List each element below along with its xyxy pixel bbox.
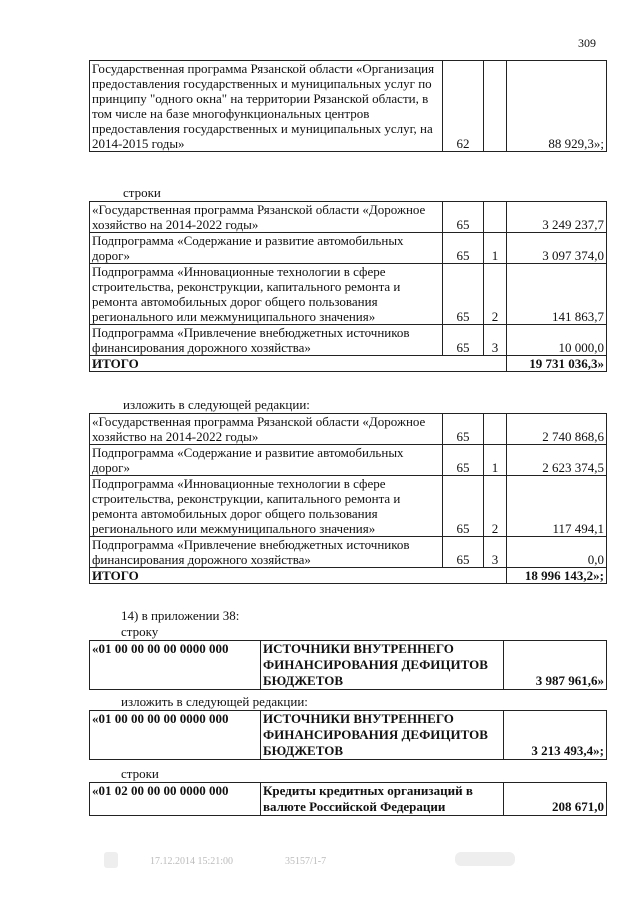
code-2: 1 [484,233,507,264]
item-14-heading: 14) в приложении 38: [121,608,240,623]
program-name: Подпрограмма «Содержание и развитие автомобильных дорог» [90,445,443,476]
total-amount: 18 996 143,2»; [507,568,607,584]
table-row [90,641,607,690]
amount: 88 929,3»; [507,61,607,152]
code-1: 65 [443,264,484,325]
amount: 141 863,7 [507,264,607,325]
total-label: ИТОГО [90,568,507,584]
program-name: Подпрограмма «Привлечение внебюджетных источников финансирования дорожного хозяйства» [90,537,443,568]
label-new-edition: изложить в следующей редакции: [123,397,310,412]
amount: 2 623 374,5 [507,445,607,476]
code-2: 2 [484,476,507,537]
code-1: 65 [443,537,484,568]
code-2 [484,61,507,152]
source-name: ИСТОЧНИКИ ВНУТРЕННЕГО ФИНАНСИРОВАНИЯ ДЕФИЦИТОВ БЮДЖЕТОВ [261,711,504,760]
table-row [90,233,607,264]
code-1: 65 [443,476,484,537]
table-row [90,202,607,233]
code-2: 1 [484,445,507,476]
program-name: «Государственная программа Рязанской области «Дорожное хозяйство на 2014-2022 годы» [90,202,443,233]
code-1: 65 [443,202,484,233]
table-row [90,414,607,445]
amount: 2 740 868,6 [507,414,607,445]
table-row [90,325,607,356]
budget-code: «01 02 00 00 00 0000 000 [90,783,261,816]
code-2 [484,414,507,445]
code-1: 62 [443,61,484,152]
code-2: 3 [484,537,507,568]
table-row [90,711,607,760]
code-1: 65 [443,325,484,356]
amount: 3 097 374,0 [507,233,607,264]
source-name: Кредиты кредитных организаций в валюте Российской Федерации [261,783,504,816]
page-number: 309 [578,36,596,50]
table-row [90,264,607,325]
amount: 0,0 [507,537,607,568]
amount: 3 213 493,4»; [504,711,607,760]
table-row [90,476,607,537]
amount: 10 000,0 [507,325,607,356]
code-2 [484,202,507,233]
code-2: 2 [484,264,507,325]
label-new-edition: изложить в следующей редакции: [121,694,308,709]
total-label: ИТОГО [90,356,507,372]
program-name: «Государственная программа Рязанской области «Дорожное хозяйство на 2014-2022 годы» [90,414,443,445]
program-name: Подпрограмма «Содержание и развитие автомобильных дорог» [90,233,443,264]
program-name: Подпрограмма «Инновационные технологии в сфере строительства, реконструкции, капитального ремонта и ремонта автомобильных дорог общего пользования регионального или межмуниципального значения» [90,264,443,325]
code-1: 65 [443,233,484,264]
label-stroku: строку [121,624,159,639]
budget-code: «01 00 00 00 00 0000 000 [90,641,261,690]
amount: 3 249 237,7 [507,202,607,233]
faded-stamp [455,852,515,866]
budget-code: «01 00 00 00 00 0000 000 [90,711,261,760]
amount: 117 494,1 [507,476,607,537]
total-row [90,568,607,584]
sources-table-credit [89,782,607,816]
footer-doc-id: 35157/1-7 [285,856,327,867]
label-stroki: строки [121,766,159,781]
source-name: ИСТОЧНИКИ ВНУТРЕННЕГО ФИНАНСИРОВАНИЯ ДЕФИЦИТОВ БЮДЖЕТОВ [261,641,504,690]
total-amount: 19 731 036,3» [507,356,607,372]
program-name: Государственная программа Рязанской области «Организация предоставления государственных и муниципальных услуг по принципу "одного окна" на территории Рязанской области, в том числе на базе многофункциональных центров предоставления государственных и муниципальных услуг, на 2014-2015 годы» [90,61,443,152]
table-row [90,537,607,568]
table-row [90,445,607,476]
sources-table-old [89,640,607,690]
table-row [90,61,607,152]
sources-table-new [89,710,607,760]
code-1: 65 [443,445,484,476]
program-table-old [89,201,607,372]
label-stroki: строки [123,185,161,200]
total-row [90,356,607,372]
program-name: Подпрограмма «Инновационные технологии в сфере строительства, реконструкции, капитального ремонта и ремонта автомобильных дорог общего пользования регионального или межмуниципального значения» [90,476,443,537]
program-name: Подпрограмма «Привлечение внебюджетных источников финансирования дорожного хозяйства» [90,325,443,356]
amount: 3 987 961,6» [504,641,607,690]
footer-timestamp: 17.12.2014 15:21:00 [150,856,234,867]
scan-mark [104,852,118,868]
program-table-new [89,413,607,584]
program-table-top [89,60,607,152]
code-2: 3 [484,325,507,356]
table-row [90,783,607,816]
code-1: 65 [443,414,484,445]
amount: 208 671,0 [504,783,607,816]
